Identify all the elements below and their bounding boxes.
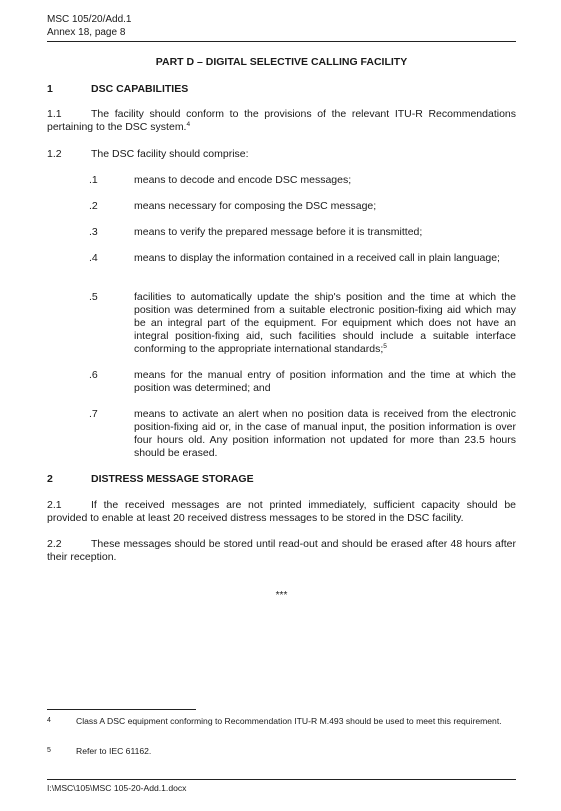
paragraph-1-1 [47,108,516,134]
section-title: DSC CAPABILITIES [91,83,189,95]
section-title: DISTRESS MESSAGE STORAGE [91,473,254,485]
paragraph-1-2 [47,148,516,161]
list-item-text: means necessary for composing the DSC message; [134,200,377,212]
page-header [47,13,132,39]
list-item [89,291,516,356]
list-item-number: .6 [89,369,98,381]
list-item [89,369,516,395]
footnote-number: 4 [47,717,51,724]
document-symbol: MSC 105/20/Add.1 [47,14,132,25]
paragraph-2-1 [47,499,516,525]
list-item-number: .5 [89,291,98,303]
paragraph-2-2 [47,538,516,564]
annex-page-ref: Annex 18, page 8 [47,27,126,38]
footnote-text: Class A DSC equipment conforming to Recommendation ITU-R M.493 should be used to meet this requirement. [76,716,502,726]
list-item [89,252,516,265]
list-item-text: facilities to automatically update the ship's position and the time at which the position was determined from a suitable electronic position-fixing aid which may be an integral part of the equipment. For equipment which does not have an integral position-fixing aid, such facilities should include a suitable interface conforming to the appropriate international standards; [134,291,516,355]
paragraph-text: The facility should conform to the provisions of the relevant ITU-R Recommendations pertaining to the DSC system. [47,108,516,133]
list-item-text: means for the manual entry of position information and the time at which the position was determined; and [134,369,516,394]
list-item-number: .2 [89,200,98,212]
section-number: 2 [47,473,53,485]
header-rule [47,41,516,42]
list-item-number: .1 [89,174,98,186]
list-item [89,408,516,460]
footnote-text: Refer to IEC 61162. [76,746,152,756]
paragraph-text: If the received messages are not printed immediately, sufficient capacity should be provided to enable at least 20 received distress messages to be stored in the DSC facility. [47,499,516,524]
paragraph-number: 1.1 [47,108,62,120]
paragraph-text: The DSC facility should comprise: [91,148,249,160]
list-item-number: .4 [89,252,98,264]
list-item-text: means to activate an alert when no position data is received from the electronic position-fixing aid or, in the case of manual input, the position information is over four hours old. Any position information not updated for more than 23.5 hours should be erased. [134,408,516,459]
footnote-rule [47,709,196,710]
section-number: 1 [47,83,53,95]
list-item-number: .3 [89,226,98,238]
paragraph-number: 1.2 [47,148,62,160]
list-item [89,226,516,239]
list-item-text: means to display the information contained in a received call in plain language; [134,252,500,264]
list-item-text: means to decode and encode DSC messages; [134,174,352,186]
list-item-number: .7 [89,408,98,420]
footnote-5 [47,746,516,757]
paragraph-text: These messages should be stored until read-out and should be erased after 48 hours after their reception. [47,538,516,563]
footer-rule [47,779,516,780]
part-title: PART D – DIGITAL SELECTIVE CALLING FACILITY [155,56,408,68]
list-item-text: means to verify the prepared message before it is transmitted; [134,226,423,238]
section-separator: *** [275,590,288,601]
list-item [89,174,516,187]
footnote-number: 5 [47,747,51,754]
footer-file-path: I:\MSC\105\MSC 105-20-Add.1.docx [47,783,187,793]
paragraph-number: 2.2 [47,538,62,550]
list-item [89,200,516,213]
footnote-4 [47,716,516,727]
footnote-ref-4: 4 [186,121,191,128]
paragraph-number: 2.1 [47,499,62,511]
footnote-ref-5: 5 [383,343,387,350]
